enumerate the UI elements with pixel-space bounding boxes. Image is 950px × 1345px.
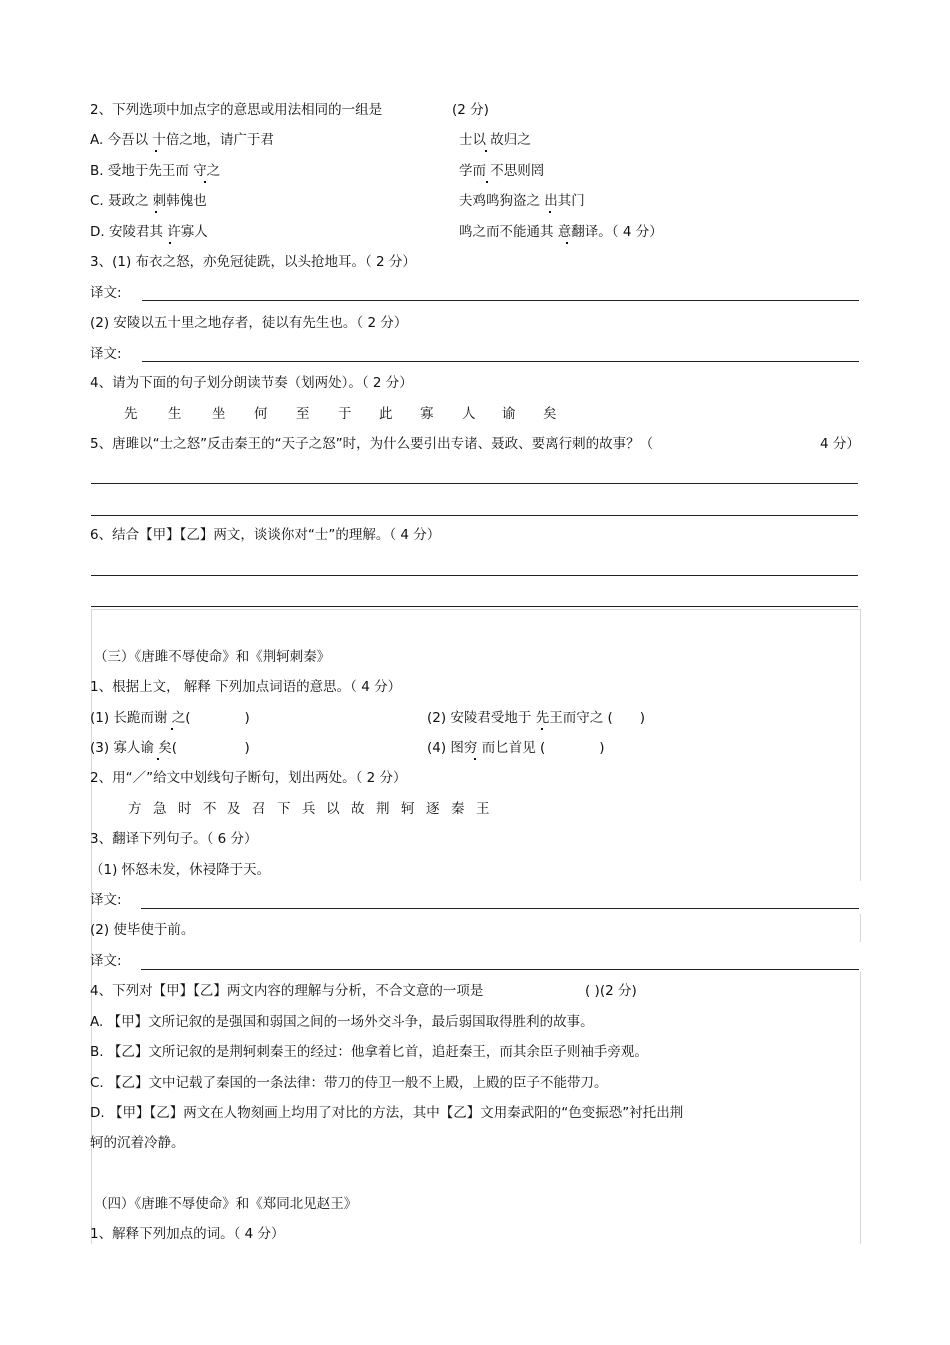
part4-title: （四）《唐雎不辱使命》和《郑同北见赵王》 [94, 1196, 358, 1212]
answer-line[interactable] [91, 483, 858, 484]
emphasis-dot [566, 242, 568, 244]
p3-q3-stem: 3、翻译下列句子。（ 6 分） [90, 831, 258, 847]
p3-q3-sentence-1: （1) 怀怒未发，休祲降于天。 [90, 862, 271, 878]
p3-q4-option-c: C. 【乙】文中记载了秦国的一条法律：带刀的侍卫一般不上殿，上殿的臣子不能带刀。 [90, 1075, 608, 1091]
answer-line[interactable] [91, 606, 858, 607]
q5-score: 4 分） [820, 436, 860, 452]
answer-line[interactable] [142, 300, 859, 301]
q4-sentence: 先 生 坐 何 至 于 此 寡 人 谕 矣 [124, 406, 557, 422]
emphasis-dot [157, 758, 159, 760]
emphasis-dot [474, 758, 476, 760]
q2-option-d-right: 鸣之而不能通其 意翻译。（ 4 分） [459, 224, 663, 240]
section-frame-top [91, 609, 860, 610]
p3-q1-item-1: (1) 长跪而谢 之( ) [90, 710, 250, 726]
q2-score: (2 分) [452, 102, 489, 118]
q6-stem: 6、结合【甲】【乙】两文，谈谈你对“士”的理解。（ 4 分） [90, 527, 441, 543]
answer-line[interactable] [141, 908, 859, 909]
q3-translation-label-1: 译文: [90, 285, 122, 301]
p3-q3-sentence-2: (2) 使毕使于前。 [90, 922, 195, 938]
answer-line[interactable] [91, 515, 858, 516]
q2-option-d-left: D. 安陵君其 许寡人 [90, 224, 208, 240]
answer-line[interactable] [91, 575, 858, 576]
q5-stem: 5、唐雎以“士之怒”反击秦王的“天子之怒”时，为什么要引出专诸、聂政、要离行刺的故事？（ [90, 436, 654, 452]
q3-sentence-1: 3、(1) 布衣之怒，亦免冠徒跣，以头抢地耳。（ 2 分） [90, 254, 416, 270]
p3-q3-translation-label-2: 译文: [90, 953, 122, 969]
p3-q4-option-d: D. 【甲】【乙】两文在人物刻画上均用了对比的方法，其中【乙】文用秦武阳的“色变振恐”衬托出荆 [90, 1105, 684, 1121]
p3-q2-sentence: 方 急 时 不 及 召 下 兵 以 故 荆 轲 逐 秦 王 [128, 801, 490, 817]
q3-translation-label-2: 译文: [90, 346, 122, 362]
q2-option-c-right: 夫鸡鸣狗盗之 出其门 [459, 193, 585, 209]
q2-option-b-left: B. 受地于先王而 守之 [90, 163, 221, 179]
p3-q4-score: ( )(2 分) [585, 983, 637, 999]
p3-q2-stem: 2、用“／”给文中划线句子断句，划出两处。（ 2 分） [90, 770, 407, 786]
p3-q3-translation-label-1: 译文: [90, 892, 122, 908]
p3-q4-stem: 4、下列对【甲】【乙】两文内容的理解与分析，不合文意的一项是 [90, 983, 484, 999]
emphasis-dot [155, 150, 157, 152]
p3-q4-option-b: B. 【乙】文所记叙的是荆轲刺秦王的经过：他拿着匕首，追赶秦王，而其余臣子则袖手旁观。 [90, 1044, 648, 1060]
q2-option-b-right: 学而 不思则罔 [459, 163, 545, 179]
q4-stem: 4、请为下面的句子划分朗读节奏（划两处）。（ 2 分） [90, 375, 413, 391]
emphasis-dot [485, 150, 487, 152]
p4-q1-stem: 1、解释下列加点的词。（ 4 分） [90, 1226, 285, 1242]
emphasis-dot [486, 181, 488, 183]
p3-q1-item-4: (4) 图穷 而匕首见 ( ) [427, 740, 605, 756]
q2-option-a-right: 士以 故归之 [459, 132, 531, 148]
section-frame-right [860, 609, 861, 881]
emphasis-dot [171, 728, 173, 730]
emphasis-dot [549, 211, 551, 213]
p3-q1-item-2: (2) 安陵君受地于 先王而守之 ( ) [427, 710, 646, 726]
emphasis-dot [204, 181, 206, 183]
emphasis-dot [541, 728, 543, 730]
q2-stem: 2、下列选项中加点字的意思或用法相同的一组是 [90, 102, 383, 118]
answer-line[interactable] [142, 361, 859, 362]
p3-q1-item-3: (3) 寡人谕 矣( ) [90, 740, 250, 756]
emphasis-dot [155, 211, 157, 213]
part3-title: （三）《唐雎不辱使命》和《荆轲刺秦》 [94, 649, 331, 665]
emphasis-dot [169, 242, 171, 244]
answer-line[interactable] [141, 969, 859, 970]
q2-option-c-left: C. 聂政之 刺韩傀也 [90, 193, 207, 209]
q2-option-a-left: A. 今吾以 十倍之地，请广于君 [90, 132, 274, 148]
p3-q4-option-a: A. 【甲】文所记叙的是强国和弱国之间的一场外交斗争，最后弱国取得胜利的故事。 [90, 1014, 594, 1030]
q3-sentence-2: (2) 安陵以五十里之地存者，徒以有先生也。（ 2 分） [90, 315, 408, 331]
p3-q1-stem: 1、根据上文， 解释 下列加点词语的意思。（ 4 分） [90, 679, 402, 695]
section-frame-right [860, 972, 861, 1244]
section-frame-right [860, 914, 861, 942]
p3-q4-option-d-cont: 轲的沉着冷静。 [90, 1135, 185, 1151]
